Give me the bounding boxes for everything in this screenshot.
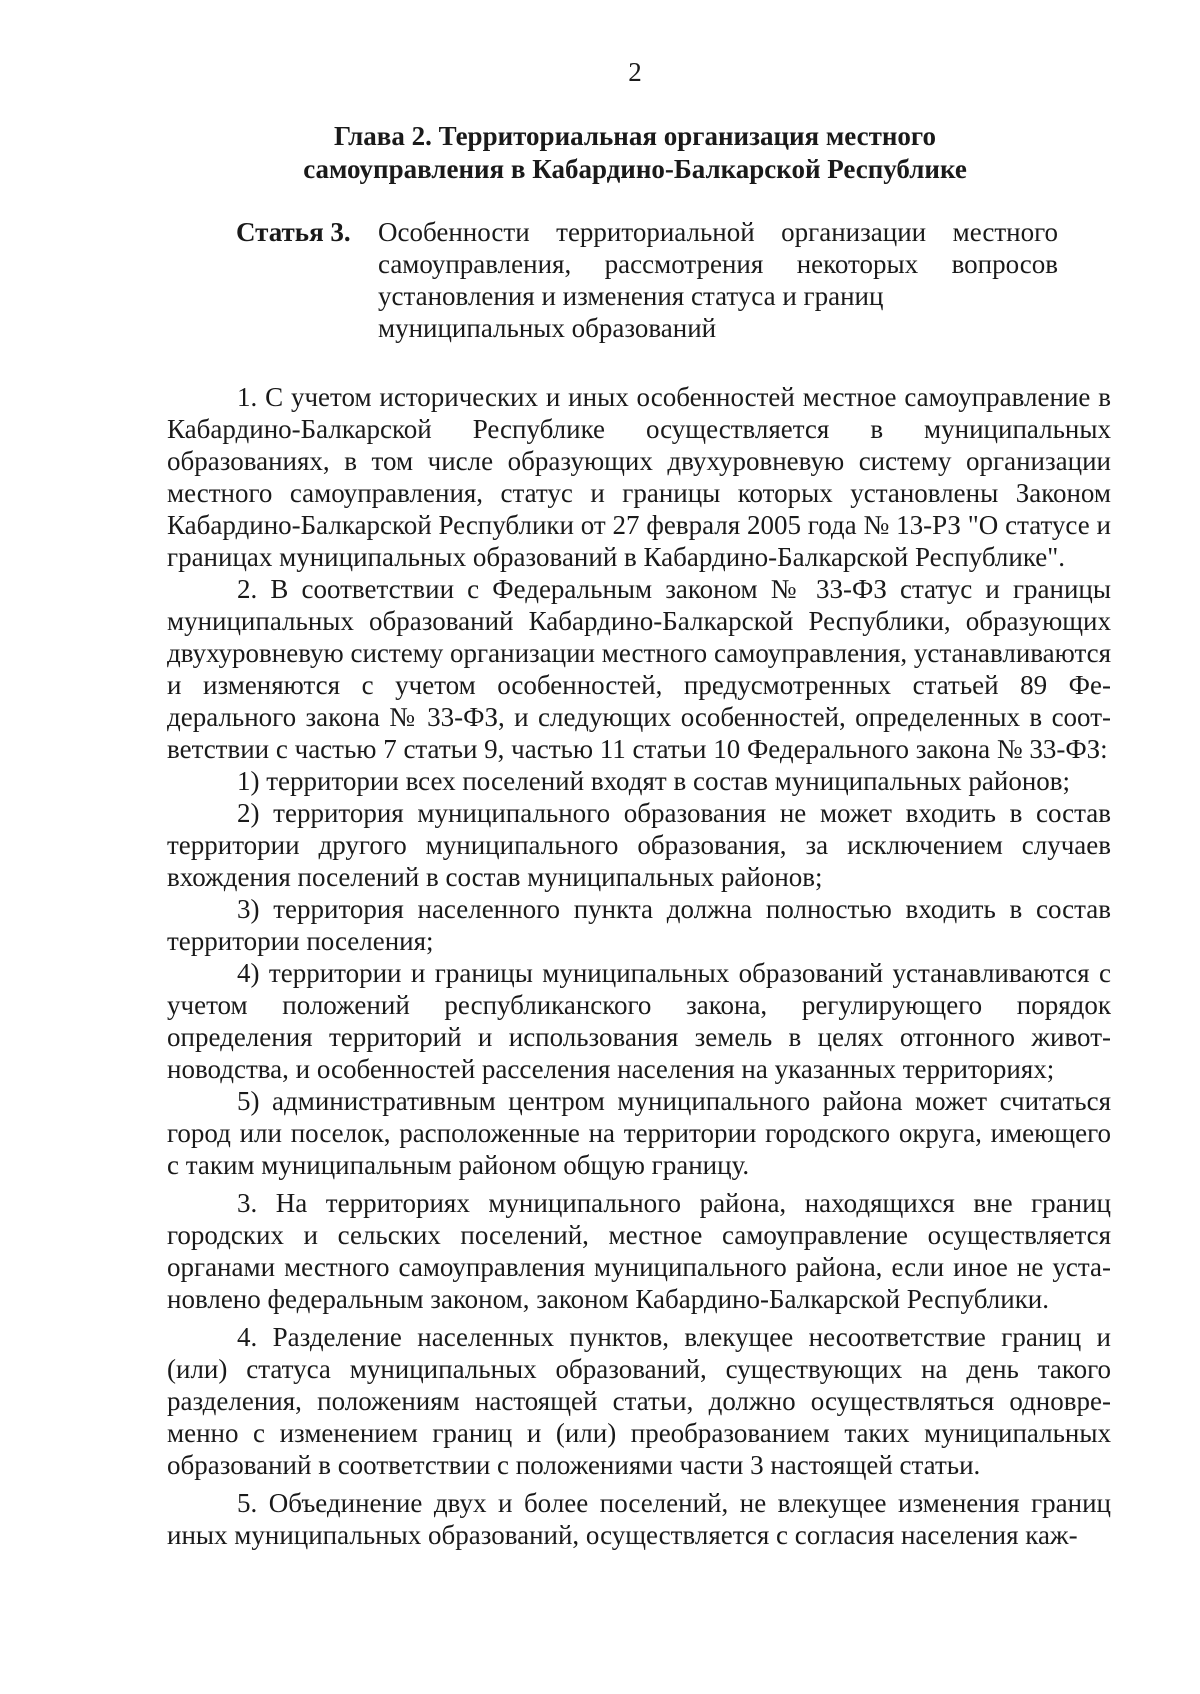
paragraph: 4. Разделение населенных пунктов, влекущее несоответствие границ и (или) статуса муниципальных образований, существующих на день такого разделения, положениям настоящей статьи, должно осуществляться одновременно с изменением границ и (или) преобразованием таких муниципальных образований в соответствии с положениями части 3 настоящей статьи.: [167, 1322, 1111, 1480]
list-item: 5) административным центром муниципального района может считаться город или поселок, расположенные на территории городского округа, имеющего с таким муниципальным районом общую границу.: [167, 1086, 1111, 1180]
article-title: [378, 216, 1058, 344]
article-title-line: Особенности территориальной организации местного: [378, 217, 1058, 247]
article-title-line: установления и изменения статуса и границ: [378, 281, 884, 311]
chapter-title-line: самоуправления в Кабардино-Балкарской Республике: [303, 154, 967, 184]
paragraph: 2. В соответствии с Федеральным законом № 33-ФЗ статус и границы муниципальных образований Кабардино-Балкарской Республики, образующих двухуровневую систему организации местного самоуправления, устанавливаются и изменяются с учетом особенностей, предусмотренных статьей 89 Федерального закона № 33-ФЗ, и следующих особенностей, определенных в соответствии с частью 7 статьи 9, частью 11 статьи 10 Федерального закона № 33-ФЗ:: [167, 574, 1111, 764]
paragraph: 1. С учетом исторических и иных особенностей местное самоуправление в Кабардино-Балкарской Республике осуществляется в муниципальных образованиях, в том числе образующих двухуровневую систему организации местного самоуправления, статус и границы которых установлены Законом Кабардино-Балкарской Республики от 27 февраля 2005 года № 13-РЗ "О статусе и границах муниципальных образований в Кабардино-Балкарской Республике".: [167, 382, 1111, 572]
list-item: 4) территории и границы муниципальных образований устанавливаются с учетом положений республиканского закона, регулирующего порядок определения территорий и использования земель в целях отгонного животноводства, и особенностей расселения населения на указанных территориях;: [167, 958, 1111, 1084]
list-item: 3) территория населенного пункта должна полностью входить в состав территории поселения;: [167, 894, 1111, 956]
paragraph: 5. Объединение двух и более поселений, не влекущее изменения границ иных муниципальных образований, осуществляется с согласия населения каж-: [167, 1488, 1111, 1550]
article-body: [167, 381, 1111, 1551]
article-title-line: самоуправления, рассмотрения некоторых вопросов: [378, 249, 1058, 279]
chapter-title: [240, 120, 1030, 186]
list-item: 1) территории всех поселений входят в состав муниципальных районов;: [237, 766, 1071, 796]
list-item: 2) территория муниципального образования не может входить в состав территории другого муниципального образования, за исключением случаев вхождения поселений в состав муниципальных районов;: [167, 798, 1111, 892]
paragraph: 3. На территориях муниципального района, находящихся вне границ городских и сельских поселений, местное самоуправление осуществляется органами местного самоуправления муниципального района, если иное не установлено федеральным законом, законом Кабардино-Балкарской Республики.: [167, 1188, 1111, 1314]
page-number: 2: [628, 57, 642, 87]
chapter-title-line: Глава 2. Территориальная организация местного: [333, 121, 937, 151]
article-title-line: муниципальных образований: [378, 313, 717, 343]
article-label: Статья 3.: [236, 217, 351, 247]
